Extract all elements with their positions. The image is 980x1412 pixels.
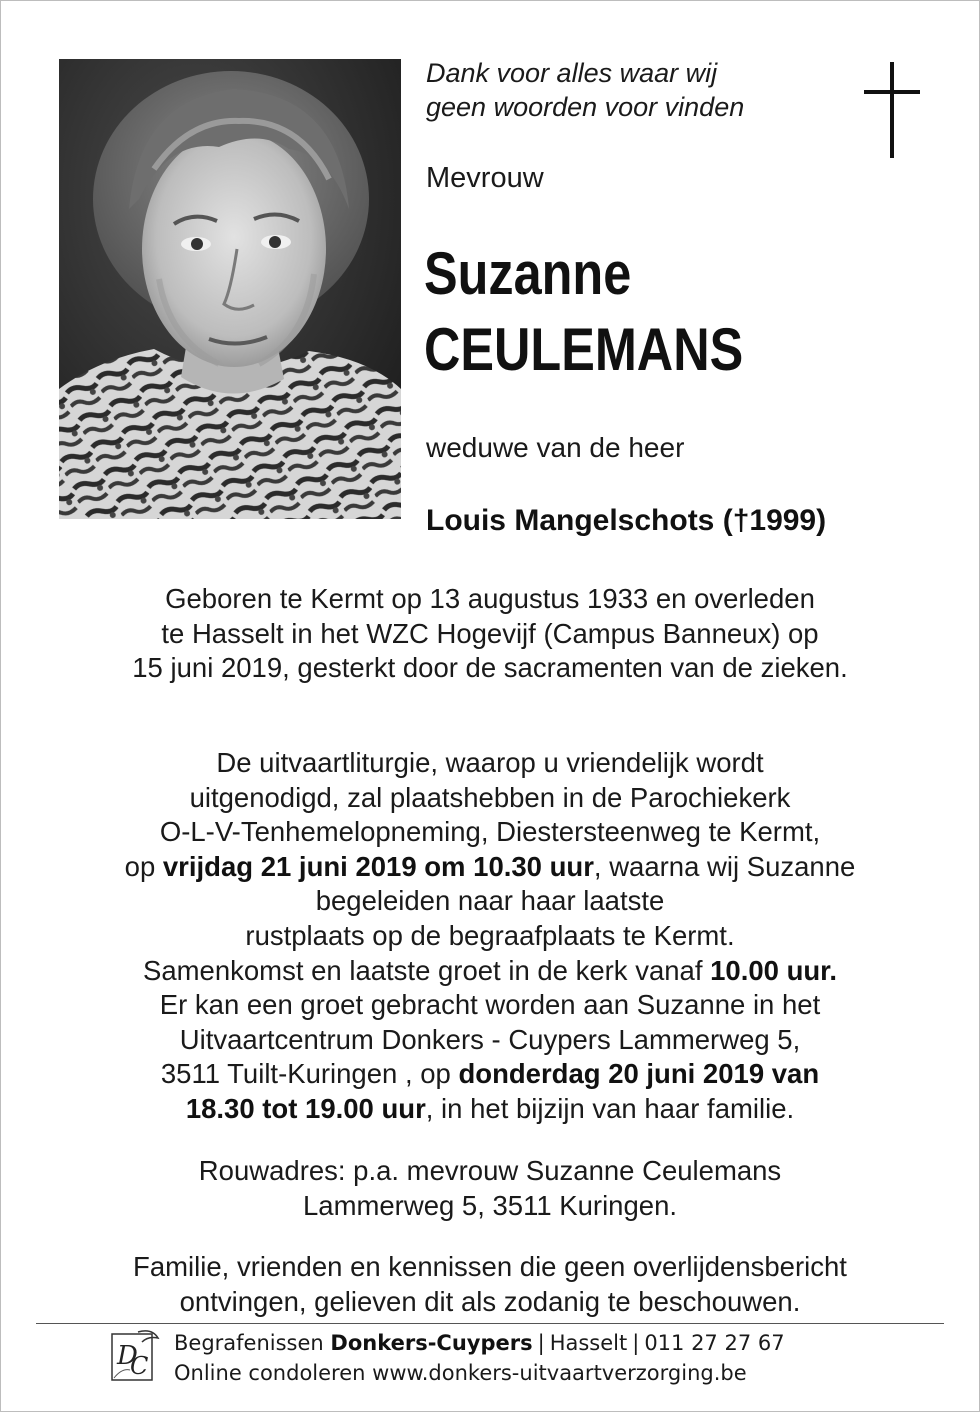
text-line: Geboren te Kermt op 13 augustus 1933 en overleden [165, 583, 815, 614]
company-name: Donkers-Cuypers [330, 1331, 533, 1355]
company-phone: 011 27 27 67 [644, 1331, 785, 1355]
service-date: vrijdag 21 juni 2019 om 10.30 uur [162, 850, 594, 882]
text-line: uitgenodigd, zal plaatshebben in de Parochiekerk [189, 781, 791, 813]
motto-line: geen woorden voor vinden [426, 92, 745, 122]
first-name: Suzanne [424, 240, 632, 307]
text-line: Lammerweg 5, 3511 Kuringen. [302, 1189, 678, 1221]
text-line: te Hasselt in het WZC Hogevijf (Campus Banneux) op [161, 617, 819, 649]
viewing-time: 18.30 tot 19.00 uur [185, 1092, 426, 1124]
text-span: , waarna wij Suzanne [593, 850, 856, 882]
last-name: CEULEMANS [424, 316, 744, 383]
text-line [40, 1057, 940, 1092]
separator: | [632, 1331, 640, 1355]
online-label: Online condoleren [174, 1361, 366, 1385]
salutation: Mevrouw [426, 162, 544, 194]
text-line [40, 954, 940, 989]
svg-text:C: C [130, 1352, 149, 1380]
text-line: Uitvaartcentrum Donkers - Cuypers Lammerweg 5, [179, 1023, 801, 1055]
footer-divider [36, 1323, 944, 1324]
viewing-date: donderdag 20 juni 2019 van [458, 1058, 820, 1090]
company-city: Hasselt [549, 1331, 628, 1355]
text-line: begeleiden naar haar laatste [315, 885, 665, 917]
gathering-time: 10.00 uur. [710, 954, 837, 986]
separator: | [537, 1331, 545, 1355]
footer [174, 1328, 785, 1388]
motto [426, 56, 846, 124]
text-line: 15 juni 2019, gesterkt door de sacramenten van de zieken. [132, 652, 848, 684]
notice-paragraph [40, 1250, 940, 1319]
footer-line-company [174, 1328, 785, 1358]
text-line: rustplaats op de begraafplaats te Kermt. [245, 919, 735, 951]
text-span: Samenkomst en laatste groet in de kerk vanaf [143, 954, 711, 986]
motto-line: Dank voor alles waar wij [426, 58, 718, 88]
text-line [40, 850, 940, 885]
spouse-name: Louis Mangelschots (†1999) [426, 504, 827, 537]
cross-icon [862, 62, 922, 165]
text-line: O-L-V-Tenhemelopneming, Diestersteenweg te Kermt, [159, 816, 821, 848]
birth-paragraph [40, 582, 940, 686]
text-line: Familie, vrienden en kennissen die geen overlijdensbericht [133, 1251, 847, 1282]
widow-of-label: weduwe van de heer [426, 432, 685, 463]
text-span: op [124, 850, 163, 882]
company-prefix: Begrafenissen [174, 1331, 331, 1355]
service-paragraph [40, 746, 940, 1127]
text-span: , in het bijzijn van haar familie. [425, 1092, 795, 1124]
svg-text:D: D [117, 1341, 138, 1371]
text-span: 3511 Tuilt-Kuringen , op [160, 1058, 459, 1090]
mourning-address [40, 1154, 940, 1223]
portrait-photo [59, 59, 401, 519]
text-line: ontvingen, gelieven dit als zodanig te beschouwen. [179, 1285, 801, 1317]
text-line: Rouwadres: p.a. mevrouw Suzanne Ceulemans [198, 1155, 782, 1186]
text-line [40, 1092, 940, 1127]
footer-line-online [174, 1358, 785, 1388]
text-line: De uitvaartliturgie, waarop u vriendelijk wordt [216, 747, 764, 778]
website-link[interactable]: www.donkers-uitvaartverzorging.be [372, 1361, 747, 1385]
dc-monogram-logo [108, 1328, 160, 1389]
deceased-name [424, 236, 743, 388]
text-line: Er kan een groet gebracht worden aan Suzanne in het [159, 989, 821, 1021]
